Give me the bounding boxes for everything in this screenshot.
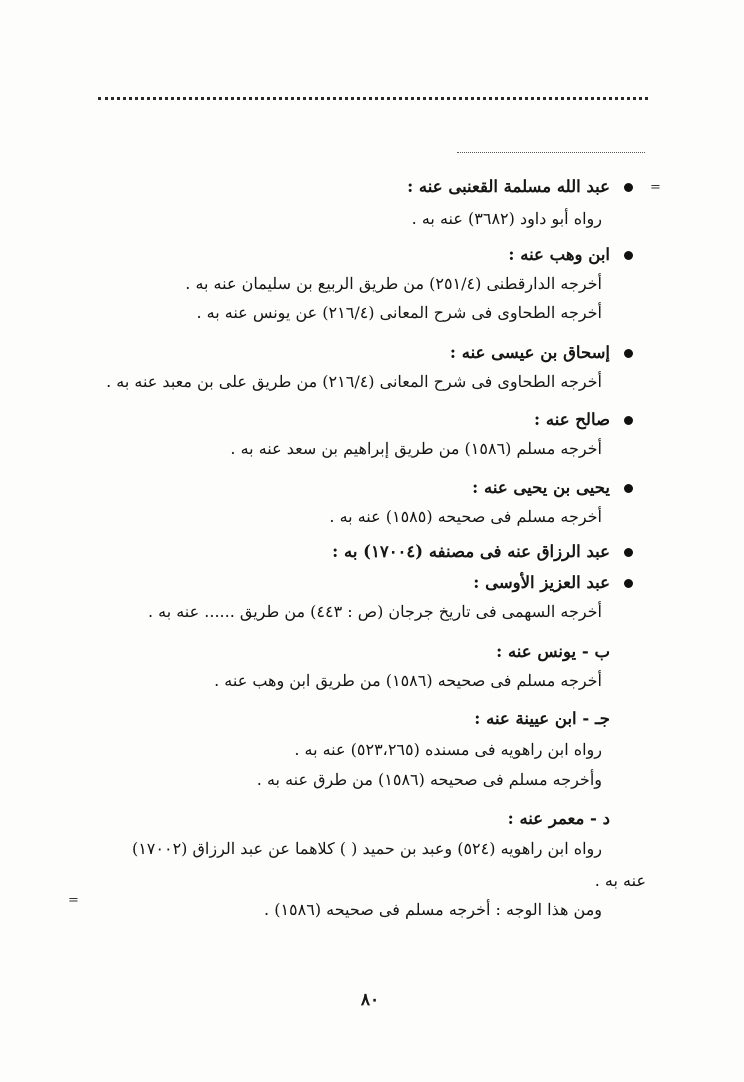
entry-line: أخرجه الطحاوى فى شرح المعانى (٢١٦/٤) من طريق على بن معبد عنه به .	[106, 372, 602, 391]
entry-line: أخرجه الدارقطنى (٢٥١/٤) من طريق الربيع بن سليمان عنه به .	[185, 274, 602, 293]
entry-head: عبد الرزاق عنه فى مصنفه (١٧٠٠٤) به :	[332, 542, 610, 561]
section-line: رواه ابن راهويه فى مسنده (٥٢٣،٢٦٥) عنه به .	[294, 740, 602, 759]
section-head: جـ - ابن عيينة عنه :	[474, 709, 610, 728]
section-line: عنه به .	[594, 871, 646, 890]
section-line: رواه ابن راهويه (٥٢٤) وعبد بن حميد ( ) كلاهما عن عبد الرزاق (١٧٠٠٢)	[131, 839, 602, 858]
entry-head: يحيى بن يحيى عنه :	[472, 478, 610, 497]
margin-mark-bottom: =	[68, 893, 79, 908]
entry-head: ابن وهب عنه :	[508, 245, 610, 264]
entry-head: إسحاق بن عيسى عنه :	[449, 343, 610, 362]
section-head: ب - يونس عنه :	[496, 642, 610, 661]
entry-line: رواه أبو داود (٣٦٨٢) عنه به .	[411, 209, 602, 228]
entry-head: عبد الله مسلمة القعنبى عنه :	[407, 177, 610, 196]
section-line: أخرجه مسلم فى صحيحه (١٥٨٦) من طريق ابن وهب عنه .	[214, 671, 602, 690]
entry-line: أخرجه السهمى فى تاريخ جرجان (ص : ٤٤٣) من طريق ...... عنه به .	[147, 602, 602, 621]
entry-line: أخرجه الطحاوى فى شرح المعانى (٢١٦/٤) عن يونس عنه به .	[196, 303, 602, 322]
bullet-icon	[624, 579, 633, 588]
entry-line: أخرجه مسلم فى صحيحه (١٥٨٥) عنه به .	[329, 507, 602, 526]
footnote-dotted-rule	[457, 152, 645, 153]
section-head: د - معمر عنه :	[507, 809, 610, 828]
bullet-icon	[624, 548, 633, 557]
section-line: ومن هذا الوجه : أخرجه مسلم فى صحيحه (١٥٨٦) .	[264, 900, 602, 919]
top-dotted-rule	[98, 97, 648, 100]
section-line: وأخرجه مسلم فى صحيحه (١٥٨٦) من طرق عنه به .	[256, 770, 602, 789]
bullet-icon	[624, 484, 633, 493]
entry-line: أخرجه مسلم (١٥٨٦) من طريق إبراهيم بن سعد عنه به .	[230, 439, 602, 458]
entry-head: صالح عنه :	[534, 410, 610, 429]
page-number: ٨٠	[360, 990, 380, 1010]
bullet-icon	[624, 349, 633, 358]
bullet-icon	[624, 251, 633, 260]
bullet-icon	[624, 183, 633, 192]
entry-head: عبد العزيز الأوسى :	[473, 573, 610, 592]
margin-mark-top: =	[650, 180, 661, 195]
bullet-icon	[624, 416, 633, 425]
